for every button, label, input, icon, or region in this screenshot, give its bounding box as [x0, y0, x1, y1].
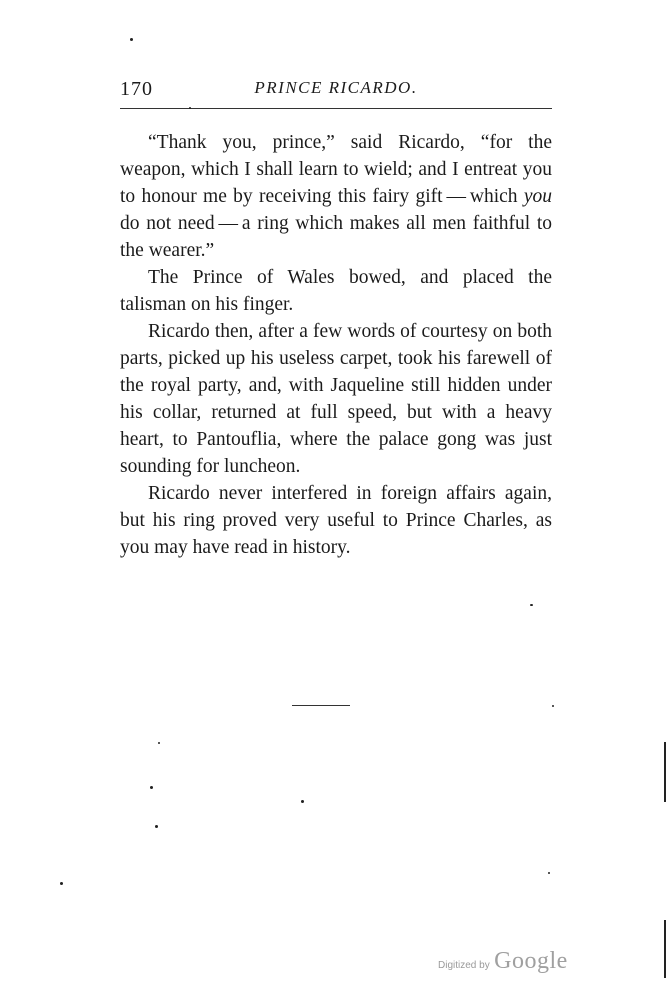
scan-speck	[155, 825, 158, 828]
google-logo: Google	[494, 948, 568, 974]
scan-speck	[189, 107, 191, 109]
scan-speck	[301, 800, 304, 803]
running-title: PRINCE RICARDO.	[254, 78, 418, 97]
paragraph: The Prince of Wales bowed, and placed the talisman on his finger.	[120, 267, 552, 315]
page-number: 170	[120, 78, 153, 100]
paragraph-text: “Thank you, prince,” said Ricardo, “for the weapon, which I shall learn to wield; and I entreat you to honour me by receiving this fairy gift — which	[120, 132, 552, 207]
paragraph-dialogue	[120, 129, 552, 264]
header-rule	[120, 108, 552, 109]
digitized-watermark	[438, 948, 568, 975]
emphasized-word: you	[523, 186, 552, 207]
paragraph: Ricardo never interfered in foreign affairs again, but his ring proved very useful to Prince Charles, as you may have read in history.	[120, 483, 552, 558]
scan-speck	[150, 786, 153, 789]
watermark-prefix: Digitized by	[438, 960, 490, 971]
page-header	[120, 78, 552, 118]
scan-speck	[530, 604, 533, 606]
scan-speck	[158, 742, 160, 744]
scan-speck	[60, 882, 63, 885]
paragraph-text: do not need — a ring which makes all men faithful to the wearer.”	[120, 213, 552, 261]
body-text	[120, 129, 552, 561]
page-edge-mark	[664, 920, 666, 978]
section-divider	[292, 705, 350, 706]
page-edge-mark	[664, 742, 666, 802]
scan-speck	[130, 38, 133, 41]
scan-speck	[552, 705, 554, 707]
paragraph: Ricardo then, after a few words of courtesy on both parts, picked up his useless carpet, took his farewell of the royal party, and, with Jaqueline still hidden under his collar, returned at full speed, but with a heavy heart, to Pantouflia, where the palace gong was just sounding for luncheon.	[120, 321, 552, 477]
scan-speck	[548, 872, 550, 874]
